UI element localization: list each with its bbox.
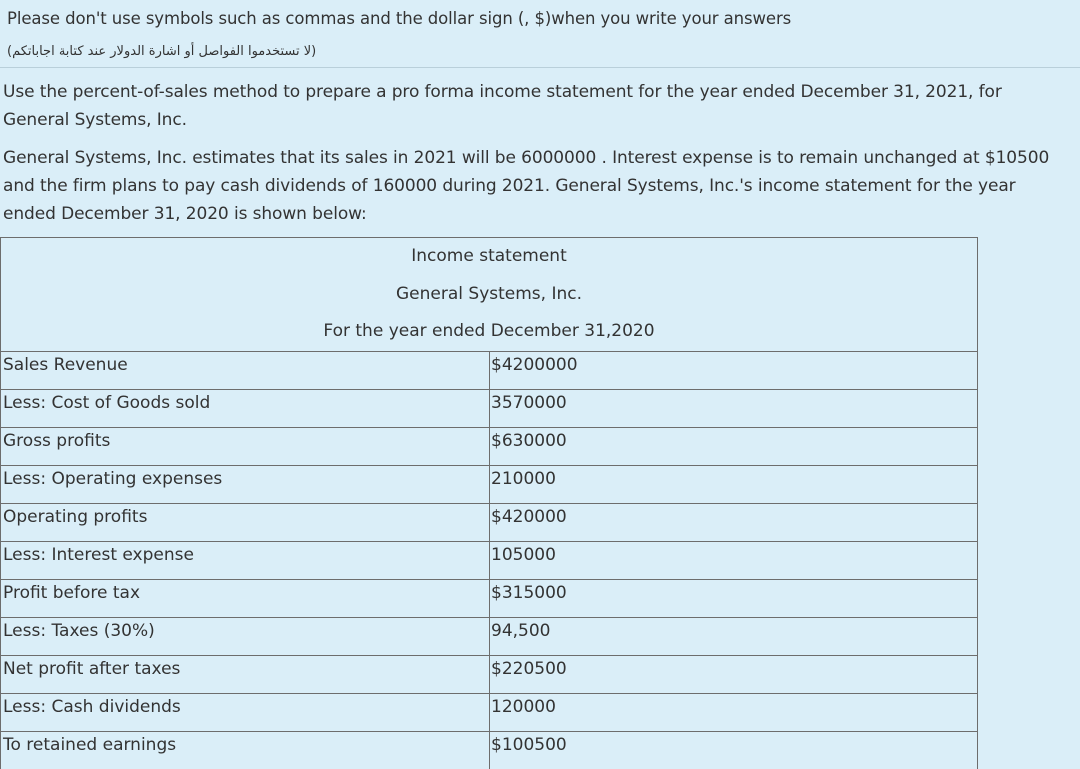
question-paragraph-2-line-3: ended December 31, 2020 is shown below: bbox=[3, 204, 367, 224]
answer-format-notice: Please don't use symbols such as commas and the dollar sign (, $)when you write your answers bbox=[7, 9, 792, 28]
table-row bbox=[1, 617, 977, 655]
statement-period: For the year ended December 31,2020 bbox=[323, 321, 655, 342]
row-label: Less: Cost of Goods sold bbox=[1, 390, 490, 427]
row-label: Less: Interest expense bbox=[1, 542, 490, 579]
row-value: 210000 bbox=[491, 469, 556, 490]
row-value: $4200000 bbox=[491, 355, 578, 376]
table-row bbox=[1, 693, 977, 731]
row-value: $315000 bbox=[491, 583, 567, 604]
row-label: Net profit after taxes bbox=[1, 656, 490, 693]
table-row bbox=[1, 655, 977, 693]
table-row bbox=[1, 427, 977, 465]
table-row bbox=[1, 579, 977, 617]
question-paragraph-2-line-1: General Systems, Inc. estimates that its sales in 2021 will be 6000000 . Interest expense is to remain unchanged at $10500 bbox=[3, 148, 1050, 168]
row-label: Profit before tax bbox=[1, 580, 490, 617]
row-value: 94,500 bbox=[491, 621, 551, 642]
table-row bbox=[1, 731, 977, 769]
section-divider bbox=[0, 67, 1080, 68]
row-value: 120000 bbox=[491, 697, 556, 718]
row-label: Sales Revenue bbox=[1, 352, 490, 389]
table-row bbox=[1, 541, 977, 579]
row-value: 105000 bbox=[491, 545, 556, 566]
question-paragraph-1-line-1: Use the percent-of-sales method to prepare a pro forma income statement for the year ended December 31, 2021, for bbox=[3, 82, 1002, 102]
row-value: 3570000 bbox=[491, 393, 567, 414]
row-value: $100500 bbox=[491, 735, 567, 756]
row-label: Less: Operating expenses bbox=[1, 466, 490, 503]
question-paragraph-1-line-2: General Systems, Inc. bbox=[3, 110, 187, 130]
question-paragraph-2-line-2: and the firm plans to pay cash dividends of 160000 during 2021. General Systems, Inc.'s income statement for the year bbox=[3, 176, 1016, 196]
row-label: Gross profits bbox=[1, 428, 490, 465]
row-label: Less: Taxes (30%) bbox=[1, 618, 490, 655]
row-label: Operating profits bbox=[1, 504, 490, 541]
row-value: $220500 bbox=[491, 659, 567, 680]
table-row bbox=[1, 351, 977, 389]
row-label: Less: Cash dividends bbox=[1, 694, 490, 731]
income-statement-table bbox=[0, 237, 978, 769]
statement-title: Income statement bbox=[411, 246, 567, 266]
row-value: $420000 bbox=[491, 507, 567, 528]
row-value: $630000 bbox=[491, 431, 567, 452]
table-row bbox=[1, 389, 977, 427]
answer-format-notice-arabic: (لا تستخدموا الفواصل أو اشارة الدولار عند كتابة اجاباتكم) bbox=[7, 44, 317, 59]
statement-company: General Systems, Inc. bbox=[396, 283, 582, 304]
table-row bbox=[1, 503, 977, 541]
table-row bbox=[1, 465, 977, 503]
row-label: To retained earnings bbox=[1, 732, 490, 769]
